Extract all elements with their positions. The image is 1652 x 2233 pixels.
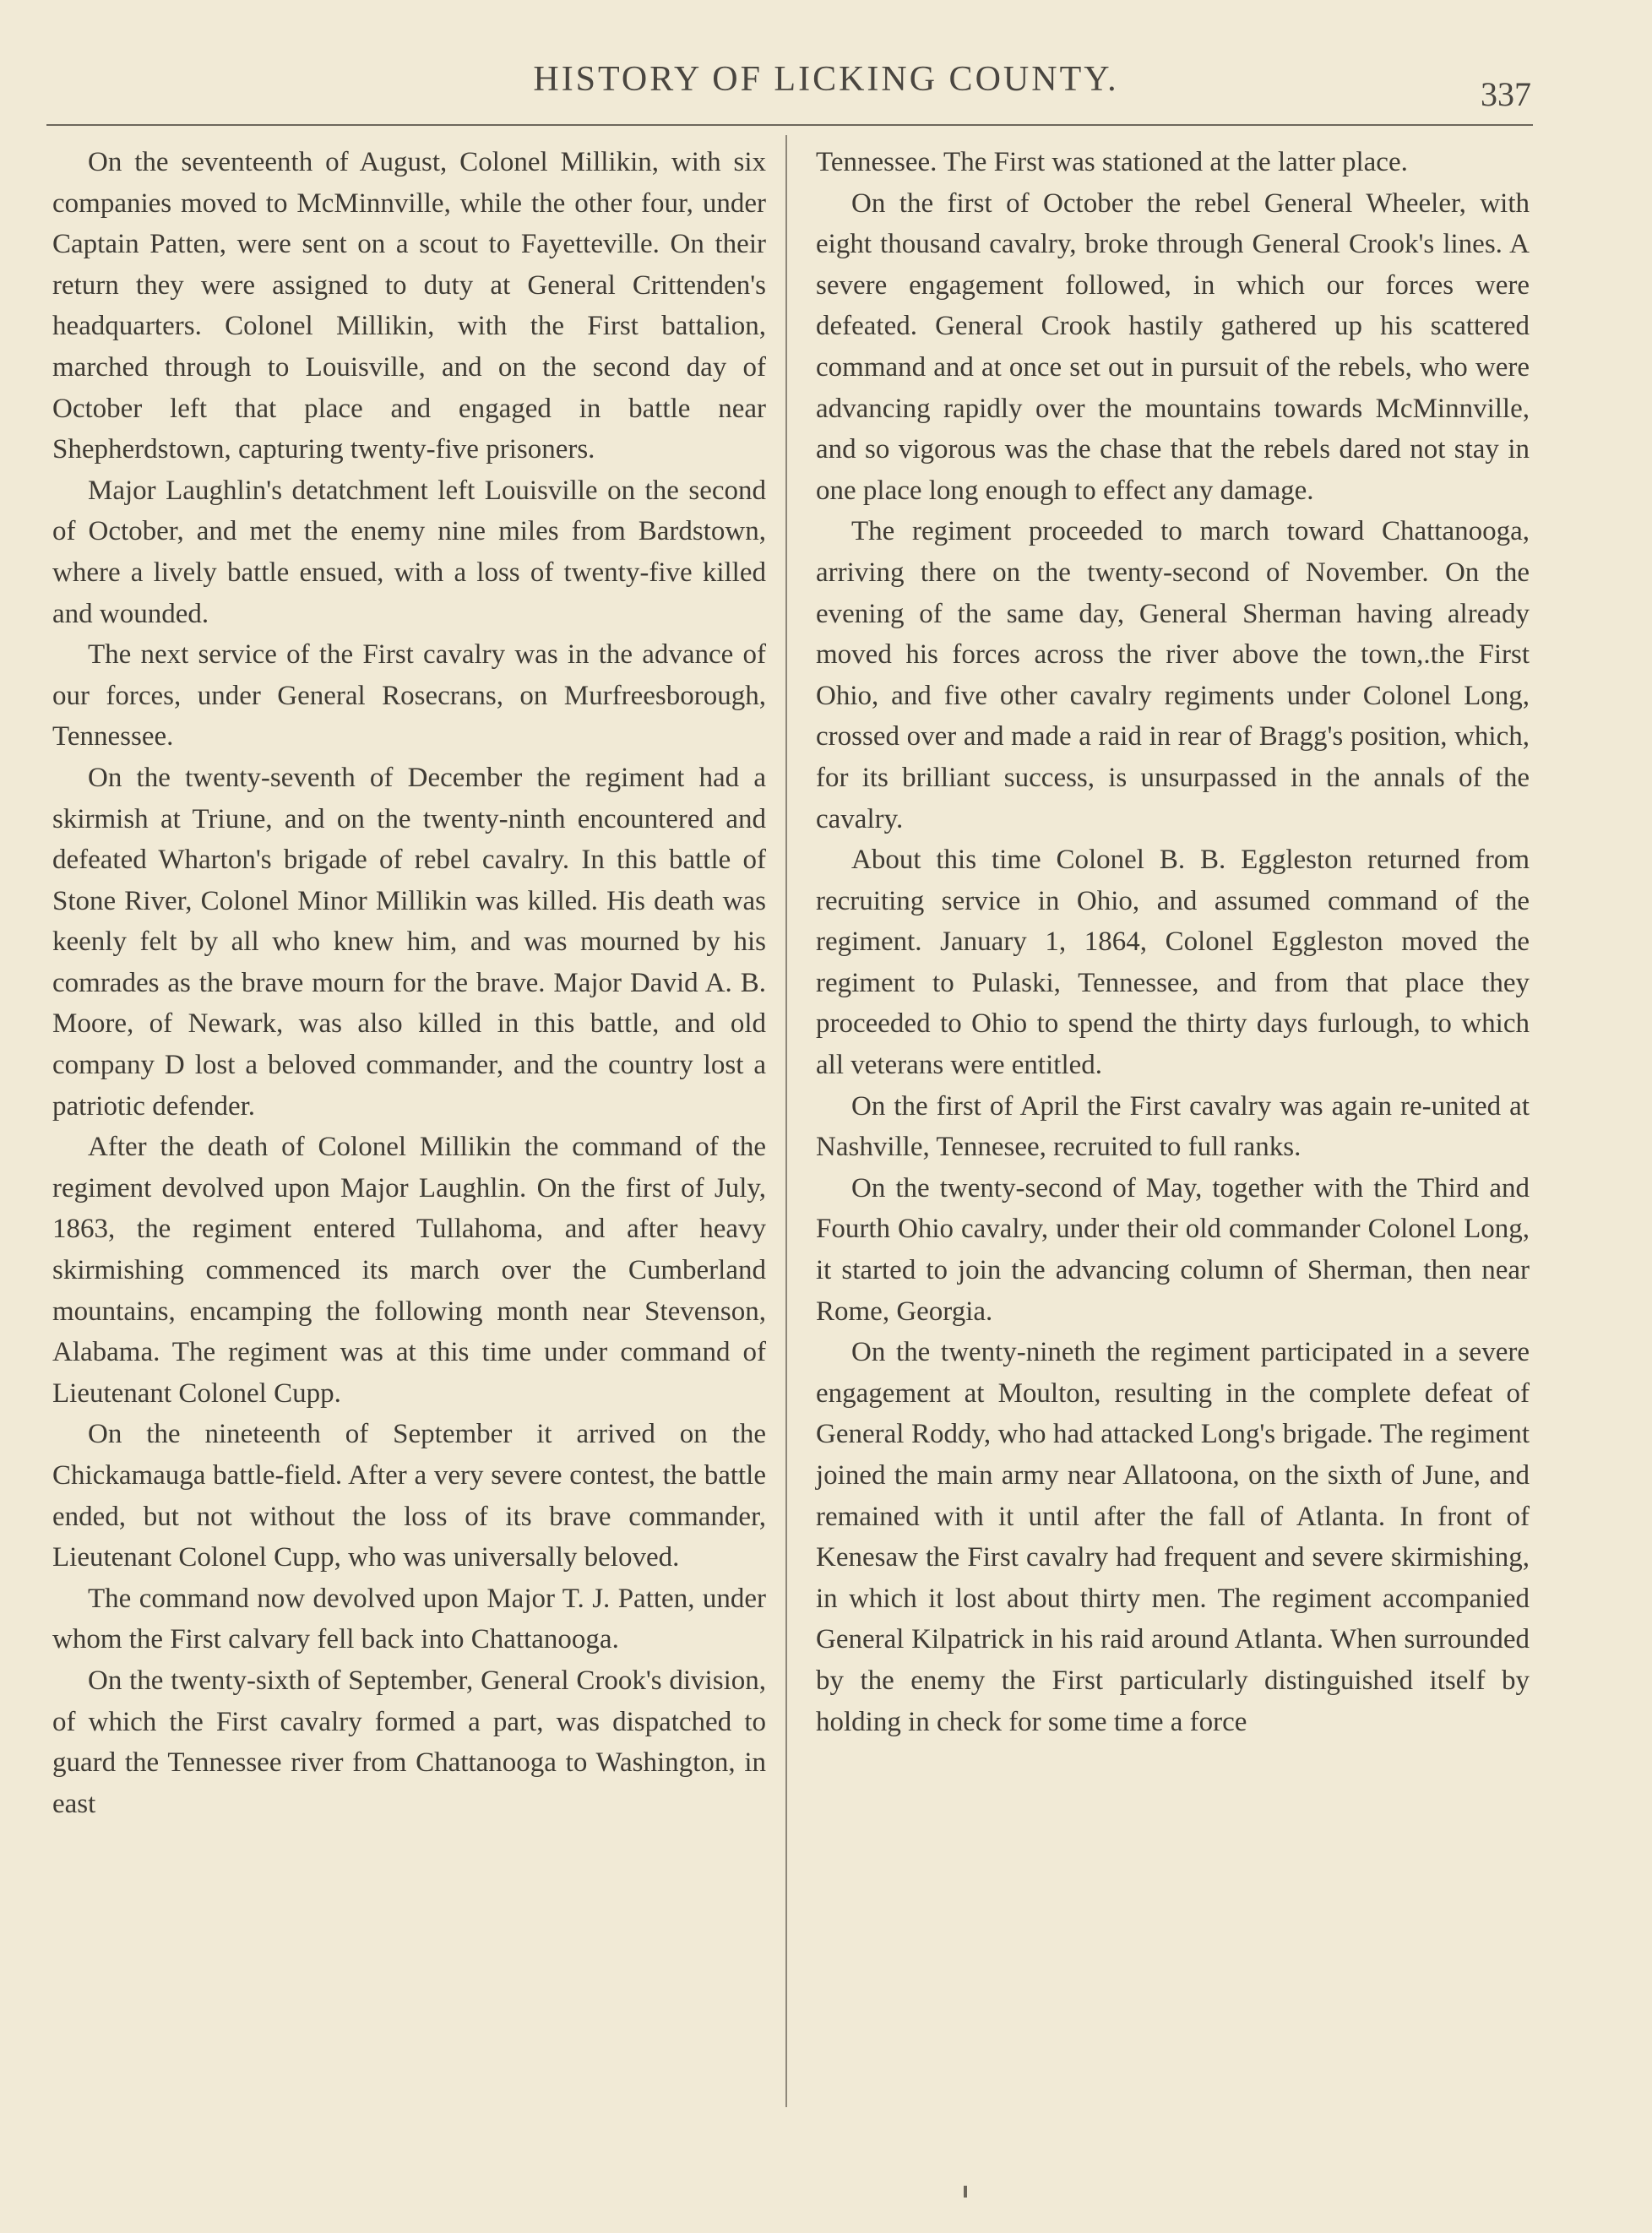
paragraph: On the seventeenth of August, Colonel Millikin, with six companies moved to McMinnville, while the other four, under Captain Patten, were sent on a scout to Fayetteville. On their return they were assigned to duty at General Crittenden's headquarters. Colonel Millikin, with the First battalion, marched through to Louisville, and on the second day of October left that place and engaged in battle near Shepherdstown, capturing twenty-five prisoners. [52, 147, 766, 465]
right-column [816, 142, 1530, 1742]
paragraph: The regiment proceeded to march toward Chattanooga, arriving there on the twenty-second of November. On the evening of the same day, General Sherman having already moved his forces across the river above the town,.the First Ohio, and five other cavalry regiments under Colonel Long, crossed over and made a raid in rear of Bragg's position, which, for its brilliant success, is unsurpassed in the annals of the cavalry. [816, 516, 1530, 834]
paragraph: On the twenty-seventh of December the regiment had a skirmish at Triune, and on the twenty-ninth encountered and defeated Wharton's brigade of rebel cavalry. In this battle of Stone River, Colonel Minor Millikin was killed. His death was keenly felt by all who knew him, and was mourned by his comrades as the brave mourn for the brave. Major David A. B. Moore, of Newark, was also killed in this battle, and old company D lost a beloved commander, and the country lost a patriotic defender. [52, 762, 766, 1122]
paragraph: After the death of Colonel Millikin the command of the regiment devolved upon Major Laughlin. On the first of July, 1863, the regiment entered Tullahoma, and after heavy skirmishing commenced its march over the Cumberland mountains, encamping the following month near Stevenson, Alabama. The regiment was at this time under command of Lieutenant Colonel Cupp. [52, 1132, 766, 1409]
left-column [52, 142, 766, 1824]
page-number: 337 [1481, 75, 1531, 113]
column-divider [785, 135, 787, 2107]
paragraph: Major Laughlin's detatchment left Louisville on the second of October, and met the enemy nine miles from Bardstown, where a lively battle ensued, with a loss of twenty-five killed and wounded. [52, 475, 766, 629]
paragraph: Tennessee. The First was stationed at the latter place. [816, 147, 1408, 177]
paragraph: On the nineteenth of September it arrived on the Chickamauga battle-field. After a very severe contest, the battle ended, but not without the loss of its brave commander, Lieutenant Colonel Cupp, who was universally beloved. [52, 1419, 766, 1573]
paragraph: About this time Colonel B. B. Eggleston returned from recruiting service in Ohio, and assumed command of the regiment. January 1, 1864, Colonel Eggleston moved the regiment to Pulaski, Tennessee, and from that place they proceeded to Ohio to spend the thirty days furlough, to which all veterans were entitled. [816, 845, 1530, 1081]
paragraph: On the twenty-nineth the regiment participated in a severe engagement at Moulton, resulting in the complete defeat of General Roddy, who had attacked Long's brigade. The regiment joined the main army near Allatoona, on the sixth of June, and remained with it until after the fall of Atlanta. In front of Kenesaw the First cavalry had frequent and severe skirmishing, in which it lost about thirty men. The regiment accompanied General Kilpatrick in his raid around Atlanta. When surrounded by the enemy the First particularly distinguished itself by holding in check for some time a force [816, 1337, 1530, 1737]
paragraph: On the first of October the rebel General Wheeler, with eight thousand cavalry, broke through General Crook's lines. A severe engagement followed, in which our forces were defeated. General Crook hastily gathered up his scattered command and at once set out in pursuit of the rebels, who were advancing rapidly over the mountains towards McMinnville, and so vigorous was the chase that the rebels dared not stay in one place long enough to effect any damage. [816, 187, 1530, 506]
paragraph: On the first of April the First cavalry was again re-united at Nashville, Tennesee, recruited to full ranks. [816, 1090, 1530, 1163]
print-speck [964, 2186, 967, 2198]
paragraph: On the twenty-second of May, together with the Third and Fourth Ohio cavalry, under their old commander Colonel Long, it started to join the advancing column of Sherman, then near Rome, Georgia. [816, 1172, 1530, 1327]
paragraph: The next service of the First cavalry was in the advance of our forces, under General Rosecrans, on Murfreesborough, Tennessee. [52, 639, 766, 752]
header-rule [46, 124, 1533, 126]
running-title: HISTORY OF LICKING COUNTY. [533, 60, 1119, 99]
paragraph: On the twenty-sixth of September, General Crook's division, of which the First cavalry formed a part, was dispatched to guard the Tennessee river from Chattanooga to Washington, in east [52, 1665, 766, 1819]
paragraph: The command now devolved upon Major T. J. Patten, under whom the First calvary fell back into Chattanooga. [52, 1583, 766, 1655]
